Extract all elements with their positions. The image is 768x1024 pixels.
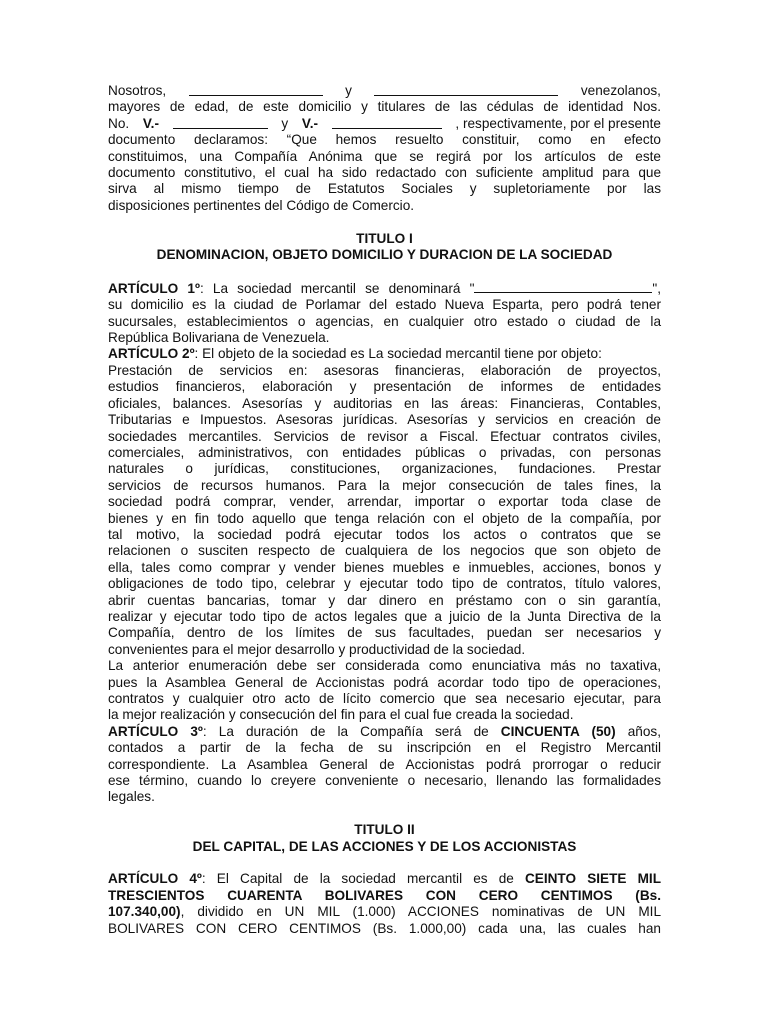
- section-subtitle: DENOMINACION, OBJETO DOMICILIO Y DURACION DE LA SOCIEDAD: [156, 247, 613, 263]
- article-line: legales.: [108, 789, 155, 805]
- article-line: Tributarias e Impuestos. Asesoras jurídicas. Asesorías y servicios en creación de: [108, 412, 661, 428]
- article-1: [108, 280, 661, 347]
- intro-line: disposiciones pertinentes del Código de Comercio.: [108, 197, 415, 213]
- intro-text: No.: [108, 115, 130, 131]
- section-subtitle: DEL CAPITAL, DE LAS ACCIONES Y DE LOS ACCIONISTAS: [192, 838, 577, 854]
- article-line: la mejor realización y consecución del fin para el cual fue creada la sociedad.: [108, 707, 574, 723]
- name-blank-1: [189, 83, 323, 96]
- intro-line: documento declaramos: “Que hemos resuelto constituir, como en efecto: [108, 132, 661, 148]
- name-blank-2: [374, 83, 558, 96]
- article-4-line-1: ARTÍCULO 4º: El Capital de la sociedad mercantil es de CEINTO SIETE MIL: [108, 871, 661, 887]
- article-2-line-1: ARTÍCULO 2º: El objeto de la sociedad es La sociedad mercantil tiene por objeto:: [108, 346, 602, 362]
- article-line: tal motivo, la sociedad podrá ejecutar todos los actos o contratos que se: [108, 526, 661, 542]
- intro-line: sirva al mismo tiempo de Estatutos Sociales y supletoriamente por las: [108, 181, 661, 197]
- intro-text: venezolanos,: [580, 83, 661, 98]
- id-prefix: V.-: [301, 115, 319, 131]
- article-line: República Bolivariana de Venezuela.: [108, 330, 330, 346]
- id-blank-1: [173, 116, 268, 129]
- article-2-body: [108, 363, 661, 724]
- article-line: correspondiente. La Asamblea General de Accionistas podrá prorrogar o reducir: [108, 756, 661, 772]
- intro-line-3: [108, 116, 661, 132]
- intro-line-1: [108, 83, 661, 99]
- article-line: Compañía, dentro de los límites de sus facultades, puedan ser necesarios y: [108, 625, 661, 641]
- company-name-blank: [474, 280, 652, 293]
- capital-figure: 107.340,00): [108, 904, 181, 920]
- capital-amount: CEINTO SIETE MIL: [524, 871, 661, 887]
- article-line: naturales o jurídicas, constituciones, organizaciones, fundaciones. Prestar: [108, 461, 661, 477]
- article-2: [108, 346, 661, 723]
- capital-amount-line: TRESCIENTOS CUARENTA BOLIVARES CON CERO CENTIMOS (Bs.: [108, 887, 661, 903]
- article-label: ARTÍCULO 3º: [108, 723, 203, 739]
- section-title: TITULO I: [356, 230, 413, 246]
- duration-value: CINCUENTA (50): [500, 723, 616, 739]
- article-line: servicios de recursos humanos. Para la mejor consecución de tales fines, la: [108, 477, 661, 493]
- article-line: estudios financieros, elaboración y presentación de informes de entidades: [108, 379, 661, 395]
- id-prefix: V.-: [142, 115, 159, 131]
- article-line: oficiales, balances. Asesorías y auditorias en las áreas: Financieras, Contables,: [108, 395, 661, 411]
- article-line: convenientes para el mejor desarrollo y productividad de la sociedad.: [108, 641, 526, 657]
- intro-line: constituimos, una Compañía Anónima que se regirá por los artículos de este: [108, 148, 661, 164]
- intro-paragraph: [108, 83, 661, 214]
- intro-text: y: [345, 83, 352, 98]
- article-line: sucursales, establecimientos o agencias, en cualquier otro estado o ciudad de la: [108, 313, 661, 329]
- intro-line: mayores de edad, de este domicilio y titulares de las cédulas de identidad Nos.: [108, 99, 661, 115]
- article-4-line-3: 107.340,00), dividido en UN MIL (1.000) ACCIONES nominativas de UN MIL: [108, 904, 661, 920]
- article-line: La anterior enumeración debe ser considerada como enunciativa más no taxativa,: [108, 658, 661, 674]
- article-label: ARTÍCULO 1º: [108, 280, 200, 296]
- intro-line: documento constitutivo, el cual ha sido redactado con suficiente amplitud para que: [108, 165, 661, 181]
- article-line: sociedades mercantiles. Servicios de revisor a Fiscal. Efectuar contratos civiles,: [108, 428, 661, 444]
- article-line: ella, tales como comprar y vender bienes muebles e inmuebles, acciones, bonos y: [108, 559, 661, 575]
- article-line: contratos y cualquier otro acto de lícito comercio que sea necesario ejecutar, para: [108, 691, 661, 706]
- article-line: obligaciones de todo tipo, celebrar y ejecutar todo tipo de contratos, título valores,: [108, 576, 661, 592]
- document-page: [108, 83, 661, 937]
- article-line: pues la Asamblea General de Accionistas podrá acordar todo tipo de operaciones,: [108, 674, 661, 690]
- article-line: Prestación de servicios en: asesoras financieras, elaboración de proyectos,: [108, 362, 661, 378]
- article-line: realizar y ejecutar todo tipo de actos legales que a juicio de la Junta Directiva de la: [108, 608, 661, 624]
- article-line: contados a partir de la fecha de su inscripción en el Registro Mercantil: [108, 740, 661, 756]
- intro-text: y: [281, 115, 289, 131]
- intro-text: Nosotros,: [108, 83, 167, 98]
- id-blank-2: [332, 116, 442, 129]
- section-title: TITULO II: [354, 822, 415, 838]
- article-line: ese término, cuando lo creyere conveniente o necesario, llenando las formalidades: [108, 773, 661, 789]
- article-line: bienes y en fin todo aquello que tenga relación con el objeto de la compañía, por: [108, 510, 661, 526]
- article-label: ARTÍCULO 2º: [108, 346, 195, 362]
- article-label: ARTÍCULO 4º: [108, 871, 202, 887]
- article-line: BOLIVARES CON CERO CENTIMOS (Bs. 1.000,00) cada una, las cuales han: [108, 920, 661, 936]
- article-line: comerciales, administrativos, con entidades públicas o privadas, con personas: [108, 444, 661, 460]
- article-line: su domicilio es la ciudad de Porlamar del estado Nueva Esparta, pero podrá tener: [108, 297, 661, 313]
- article-line: relacionen o susciten respecto de cualquiera de los negocios que son objeto de: [108, 543, 661, 559]
- article-3: [108, 724, 661, 806]
- article-line: sociedad podrá comprar, vender, arrendar, importar o exportar toda clase de: [108, 494, 661, 510]
- intro-text: , respectivamente, por el presente: [455, 115, 661, 131]
- article-line: abrir cuentas bancarias, tomar y dar dinero en préstamo con o sin garantía,: [108, 592, 661, 608]
- article-3-line-1: ARTÍCULO 3º: La duración de la Compañía será de CINCUENTA (50) años,: [108, 723, 661, 739]
- article-1-line-1: ARTÍCULO 1º: La sociedad mercantil se denominará " ",: [108, 280, 662, 296]
- article-4: [108, 871, 661, 937]
